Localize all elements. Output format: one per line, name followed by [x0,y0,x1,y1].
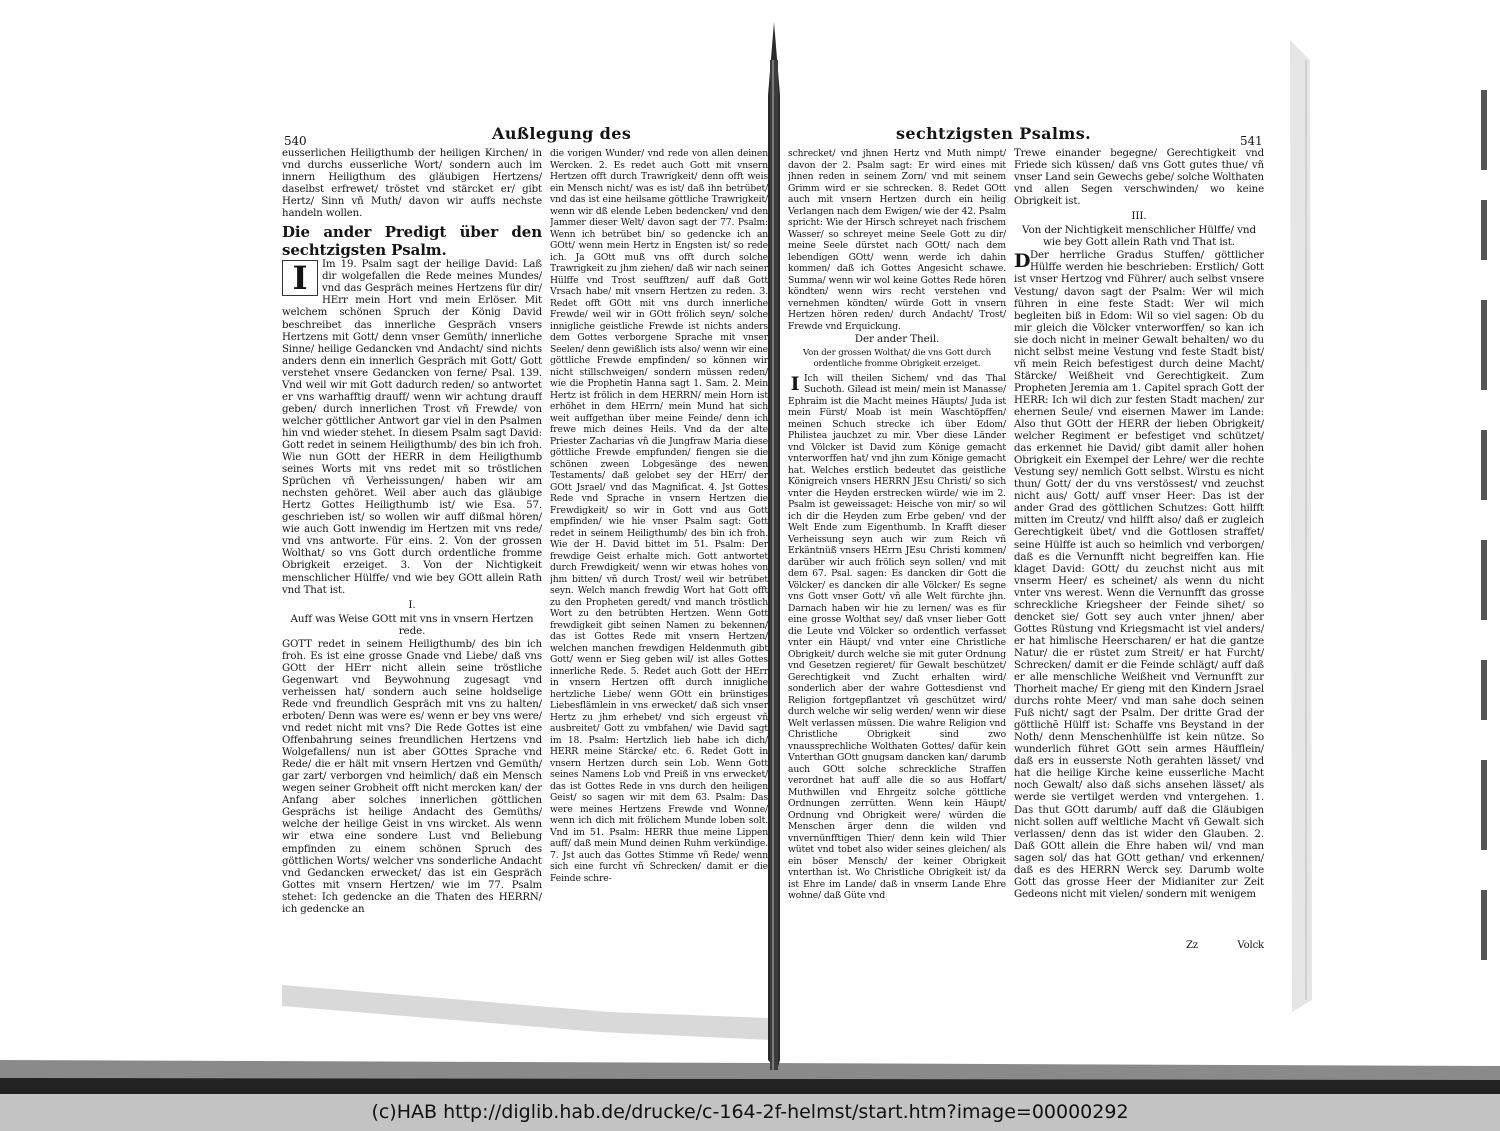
section-subtitle-2: Von der grossen Wolthat/ die vns Gott durch ordentliche fromme Obrigkeit erzeiget. [802,347,992,369]
drop-capital-i: I [282,260,318,296]
left-page-number: 540 [284,134,307,148]
right-page-number: 541 [1240,134,1263,148]
drop-capital-i-small: I [790,372,800,395]
right-col1-text: schrecket/ vnd jhnen Hertz vnd Muth nimpt/ davon der 2. Psalm sagt: Er wird eines mit jhnen reden in seinem Zorn/ vnd mit seinem Grimm wird er sie schrecken. 8. Redet GOtt auch mit vnsern Hertzen durch ein heilig Verlangen nach dem Ewigen/ wie der 42. Psalm spricht: Wie der Hirsch schreyet nach frischem Wasser/ so schreyet meine Seele Gott zu dir/ meine Seele dürstet nach GOtt/ nach dem lebendigen GOtt/ wenn werde ich dahin kommen/ daß ich Gottes Angesicht schawe. Summa/ wenn wir wol keine Gottes Rede hören köndten/ wenn wirs recht verstehen vnd vernehmen köndten/ würde Gott in vnsern Hertzen hören reden/ durch Andacht/ Trost/ Frewde vnd Erquickung. [788,148,1006,332]
section-roman-iii: III. [1131,210,1147,223]
signature-mark: Zz [1186,939,1198,951]
footer-credit: (c)HAB http://diglib.hab.de/drucke/c-164-2f-helmst/start.htm?image=00000292 [371,1101,1129,1123]
sermon-heading: Die ander Predigt über den sechtzigsten Psalm. [282,223,542,260]
right-col1-body-text: Ich will theilen Sichem/ vnd das Thal Suchoth. Gilead ist mein/ mein ist Manasse/ Ephraim ist die Macht meines Häupts/ Juda ist mein Fürst/ Moab ist mein Waschtöpffen/ meinen Schuch strecke ich über Edom/ Philistea jauchzet zu mir. Vber diese Länder vnd Völcker ist David zum Könige gemacht vnterworffen hat/ vnd jhn zum Könige gemacht hat. Welches erstlich bedeutet das geistliche Königreich vnsers HERRN JEsu Christi/ so sich vnter die Heyden erstrecken würde/ wie im 2. Psalm ist geweissaget: Heische von mir/ so wil ich dir die Heyden zum Erbe geben/ vnd der Welt Ende zum Eigenthumb. In Krafft dieser Verheissung seyn auch wir zum Reich vñ Erkäntnüß vnsers HErrn JEsu Christi kommen/ darüber wir auch frölich seyn sollen/ vnd mit dem 67. Psal. sagen: Es dancken dir Gott die Völcker/ es dancken dir alle Völcker/ Es segne vns Gott vnser Gott/ vñ alle Welt fürchte jhn. Darnach haben wir hie zu lernen/ was es für eine grosse Wolthat sey/ daß vnser lieber Gott die Leute vnd Völcker so ordentlich verfasset vnter ein Häupt/ vnd vnter eine Christliche Obrigkeit/ durch welche sie mit guter Ordnung vnd Gesetzen regieret/ für Gewalt beschützet/ Gerechtigkeit vnd Zucht erhalten wird/ sonderlich aber der wahre Gottesdienst vnd Religion fortgepflantzet vñ geschützet wird/ durch welche wir selig werden/ wenn wir diese Welt verlassen müssen. Die wahre Religion vnd Christliche Obrigkeit sind zwo vnaussprechliche Wolthaten Gottes/ dafür kein Vnterthan GOtt gnugsam dancken kan/ darumb auch GOtt solche schreckliche Straffen verordnet hat auff alle die so aus Hoffart/ Muthwillen vnd Ehrgeitz solche göttliche Ordnungen zerrütten. Wenn kein Häupt/ Ordnung vnd Obrigkeit were/ würden die Menschen ärger denn die wilden vnd vnvernünfftigen Thier/ denn kein wild Thier wütet vnd tobet also wider seines gleichen/ als ein böser Mensch/ der keiner Obrigkeit vnterthan ist. Wo Christliche Obrigkeit ist/ da ist Ehre im Lande/ daß in vnserm Lande Ehre wohne/ daß Güte vnd [788,372,1006,901]
section-roman-i: I. [408,598,416,611]
book-edge-right [1290,40,1312,1012]
left-page [282,124,772,958]
drop-capital-d: D [1014,250,1031,273]
left-col2-text: die vorigen Wunder/ vnd rede von allen deinen Wercken. 2. Es redet auch Gott mit vnsern Hertzen offt durch Trawrigkeit/ denn offt weis ein Mensch nicht/ was es ist/ daß ihn betrübet/ vnd das ist eine heilsame göttliche Trawrigkeit/ wenn wir dß elende Leben bedencken/ vnd den Jammer dieser Welt/ davon sagt der 77. Psalm: Wenn ich betrübet bin/ so gedencke ich an GOtt/ wenn mein Hertz in Engsten ist/ so rede ich. Ja GOtt muß vns offt durch solche Trawrigkeit zu jhm ziehen/ daß wir nach seiner Hülffe vnd Trost seufftzen/ auff daß Gott Vrsach habe/ mit vnsern Hertzen zu reden. 3. Redet offt GOtt mit vns durch innerliche Frewde/ weil wir in GOtt frölich seyn/ solche innigliche geistliche Frewde ist nichts anders dem Gottes verborgene Sprache mit vnser Seelen/ denn gewißlich ists also/ wenn wir eine göttliche Frewde empfinden/ so können wir nicht stillschweigen/ sondern müssen reden/ wie die Prophetin Hanna sagt 1. Sam. 2. Mein Hertz ist frölich in dem HERRN/ mein Horn ist erhöhet in dem HErrn/ mein Mund hat sich weit auffgethan über meine Feinde/ denn ich frewe mich deines Heils. Vnd da der alte Priester Zacharias vñ die Jungfraw Maria diese göttliche Frewde empfunden/ fiengen sie die schönen zween Lobgesänge des newen Testaments/ daß gelobet sey der HErr/ der GOtt Jsrael/ vnd das Magnificat. 4. Jst Gottes Rede vnd Sprache in vnsern Hertzen die Frewdigkeit/ so wir in Gott vnd aus Gott empfinden/ wie hie vnser Psalm sagt: Gott redet in seinem Heiligthumb/ des bin ich froh. Wie der H. David bittet im 51. Psalm: Der frewdige Geist erhalte mich. Gott antwortet durch Frewdigkeit/ wenn wir etwas hohes von jhm bitten/ vñ durch Trost/ weil wir betrübet seyn. Welch manch frewdig Wort hat Gott offt zu den Propheten geredt/ vnd manch tröstlich Wort zu den betrübten Hertzen. Wenn Gott frewdigkeit gibt seinen Namen zu bekennen/ das ist Gottes Rede mit vnsern Hertzen/ welchen manchen frewdigen Heldenmuth gibt Gott/ wenn er Sieg geben wil/ ist alles Gottes innerliche Rede. 5. Redet auch Gott der HErr in vnsern Hertzen offt durch innigliche hertzliche Liebe/ wenn GOtt ein brünstiges Liebesflämlein in vns erwecket/ daß sich vnser Hertz zu jhm erhebet/ vnd sich ergeust vñ ausbreitet/ Gott zu vmbfahen/ wie David sagt im 18. Psalm: Hertzlich lieb habe ich dich/ HERR meine Stärcke/ etc. 6. Redet Gott in vnsern Hertzen durch sein Lob. Wenn Gott seines Namens Lob vnd Preiß in vns erwecket/ das ist Gottes Rede in vns durch den heiligen Geist/ so sagen wir mit dem 63. Psalm: Das were meines Hertzens Frewde vnd Wonne/ wenn ich dich mit frölichem Munde loben solt. Vnd im 51. Psalm: HERR thue meine Lippen auff/ daß mein Mund deinen Ruhm verkündige. 7. Jst auch das Gottes Stimme vñ Rede/ wenn sich eine furcht vñ Schrecken/ damit er die Feinde schre- [550,148,768,884]
left-running-head [282,124,772,148]
right-col2-body [1014,250,1264,901]
right-column-2 [1014,148,1264,938]
right-col1-body [788,373,1006,902]
section-title-3: Von der Nichtigkeit menschlicher Hülffe/ vnd wie bey Gott allein Rath vnd That ist. [1022,224,1256,249]
left-col1-body2: GOTT redet in seinem Heiligthumb/ des bin ich froh. Es ist eine grosse Gnade vnd Liebe/ daß vns GOtt der HErr nicht allein seine tröstliche Gegenwart vnd Beywohnung zugesagt vnd verheissen hat/ sondern auch seine holdselige Rede vnd freundlich Gespräch mit vns zu halten/ erboten/ Denn was were es/ wenn er bey vns were/ vnd redet nicht mit vns? Die Rede Gottes ist eine Offenbahrung seines freundlichen Hertzens vnd Wolgefallens/ nun ist aber GOttes Sprache vnd Rede/ die er hält mit vnsern Hertzen vnd Gemüth/ gar zart/ verborgen vnd heimlich/ daß ein Mensch wegen seiner Grobheit offt nicht mercken kan/ der Anfang aber solches innerlichen göttlichen Gesprächs ist heilige Andacht des Gemüths/ welche der heilige Geist in vns wircket. Als wenn wir etwa eine sondere Lust vnd Beliebung empfinden zu einem schönen Spruch des göttlichen Worts/ welcher vns sonderliche Andacht vnd Gedancken erwecket/ das ist ein Gespräch Gottes mit vnsern Hertzen/ wie im 77. Psalm stehet: Ich gedencke an die Thaten des HERRN/ ich gedencke an [282,638,542,915]
right-col2-text: Trewe einander begegne/ Gerechtigkeit vnd Friede sich küssen/ daß vns Gott gutes thue/ vñ vnser Land sein Gewechs gebe/ solche Wolthaten vnd allen Segen verschwinden/ wo keine Obrigkeit ist. [1014,148,1264,208]
right-running-title: sechtzigsten Psalms. [896,124,1092,143]
catchword: Volck [1237,939,1264,951]
right-running-head [788,124,1268,148]
section-title-1: Auff was Weise GOtt mit vns in vnsern Hertzen rede. [290,612,534,637]
right-col2-body-text: Der herrliche Gradus Stuffen/ göttlicher Hülffe werden hie beschrieben: Erstlich/ Gott ist vnser Hertzog vnd Führer/ auch selbst vnsere Vestung/ davon sagt der Psalm: Wer wil mich führen in eine feste Stadt: Wer wil mich begleiten biß in Edom: Wil so viel sagen: Ob du mir gleich die Völcker vnterworffen/ so kan ich sie doch nicht in meiner Gewalt behalten/ wo du nicht selbst meine Vestung vnd feste Stadt bist/ vñ mein Reich befestigest durch deine Macht/ Stärcke/ Weißheit vnd Gerechtigkeit. Zum Propheten Jeremia am 1. Capitel sprach Gott der HERR: Ich wil dich zur festen Stadt machen/ zur ehernen Seule/ vnd eisernen Mawer im Lande: Also thut GOtt der HERR der lieben Obrigkeit/ welcher Regiment er befestiget vnd schützet/ das erkennet hie David/ gibt damit aller hohen Obrigkeit ein Exempel der Lehre/ wer die rechte Vestung sey/ nemlich Gott selbst. Wirstu es nicht thun/ Gott/ der du vns verstössest/ vnd zeuchst nicht aus/ Gott/ auff vnser Heer: Das ist der ander Grad des göttlichen Schutzes: Gott hilfft mitten im Creutz/ vnd hilfft also/ daß er zugleich Gerechtigkeit übet/ vnd die Gottlosen straffet/ seine Hülffe ist auch so heimlich vnd verborgen/ daß es die Vernunfft nicht begreiffen kan. Hie klaget David: GOtt/ du zeuchst nicht aus mit vnserm Heer/ es scheinet/ als wenn du nicht vnter vns werest. Wenn die Vernunfft das grosse schreckliche Kriegsheer der Feinde sihet/ so dencket sie/ Gott sey auch vnter jhnen/ aber Gottes Rüstung vnd Kriegsmacht ist viel anders/ er hat himlische Heerscharen/ er hat die gantze Natur/ die er rüstet zum Streit/ er hat Furcht/ Schrecken/ damit er die Feinde schlägt/ auff daß er alle menschliche Weißheit vnd Vernunfft zur Thorheit mache/ Er gieng mit den Kindern Jsrael durchs rohte Meer/ vnd man sahe doch seinen Fuß nicht/ sagt der Psalm. Der dritte Grad der göttlichẽ Hülff ist: Schaffe vns Beystand in der Noth/ denn Menschenhülffe ist kein nütze. So wunderlich führet GOtt sein armes Häufflein/ daß ers in eusserste Noth gerahten lässet/ vnd hat die heilige Kirche keine eusserliche Macht noch Gewalt/ also daß sichs ansehen lässet/ als werde sie vertilget werden vnd vntergehen. 1. Das thut GOtt darumb/ auff daß die Gläubigen nicht sollen auff weltliche Macht vñ Gewalt sich verlassen/ denn das ist wider den Glauben. 2. Daß GOtt allein die Ehre haben wil/ vnd man sagen sol/ das hat GOtt gethan/ vnd erkennen/ daß es des HERRN Werck sey. Darumb wolte Gott das grosse Heer der Midianiter zur Zeit Gedeons nicht mit vielen/ sondern mit wenigem [1014,250,1264,900]
right-column-1 [788,148,1006,938]
left-column-2 [550,148,768,938]
left-column-1 [282,148,542,938]
copyright-footer [0,1094,1500,1131]
left-col1-body [282,259,542,596]
left-running-title: Außlegung des [492,124,632,143]
right-page [788,124,1268,958]
left-col1-intro: eusserlichen Heiligthumb der heiligen Kirchen/ in vnd durchs eusserliche Wort/ sondern auch im innern Heiligthum des gläubigen Hertzens/ daselbst erfrewet/ tröstet vnd stärcket er/ gibt Hertz/ Sinn vñ Muth/ davon wir auffs nechste handeln wollen. [282,148,542,220]
catchword-line [1186,939,1264,952]
page-shadow-bottom [0,1078,1500,1094]
left-col1-body-text: Im 19. Psalm sagt der heilige David: Laß dir wolgefallen die Rede meines Mundes/ vnd das Gespräch meines Hertzens für dir/ HErr mein Hort vnd mein Erlöser. Mit welchem schönen Spruch der König David beschreibet das innerliche Gespräch vnsers Hertzens mit Gott/ denn vnser Gemüth/ innerliche Sinne/ heilige Gedancken vnd Andacht/ sind nichts anders denn ein innerlich Gespräch mit Gott/ Gott verstehet vnsere Gedancken von ferne/ Psal. 139. Vnd weil wir mit Gott dadurch reden/ so antwortet er vns warhafftig drauff/ wenn wir achtung drauff geben/ durch innerlichen Trost vñ Frewde/ von welcher göttlicher Antwort gar viel in den Psalmen hin vnd wieder stehet. In diesem Psalm sagt David: Gott redet in seinem Heiligthumb/ des bin ich froh. Wie nun GOtt der HERR in dem Heiligthumb seines Worts mit vns redet mit so tröstlichen Sprüchen vñ Verheissungen/ haben wir am nechsten gehöret. Weil aber auch das gläubige Hertz Gottes Heiligthumb ist/ wie Esa. 57. geschrieben ist/ so wollen wir auff dißmal hören/ wie auch Gott inwendig im Hertzen mit vns rede/ vnd vns antworte. Für eins. 2. Von der grossen Wolthat/ so vns Gott durch ordentliche fromme Obrigkeit erzeiget. 3. Von der Nichtigkeit menschlicher Hülffe/ vnd wie bey GOtt allein Rath vnd That ist. [282,259,542,596]
section-title-2: Der ander Theil. [854,333,940,345]
